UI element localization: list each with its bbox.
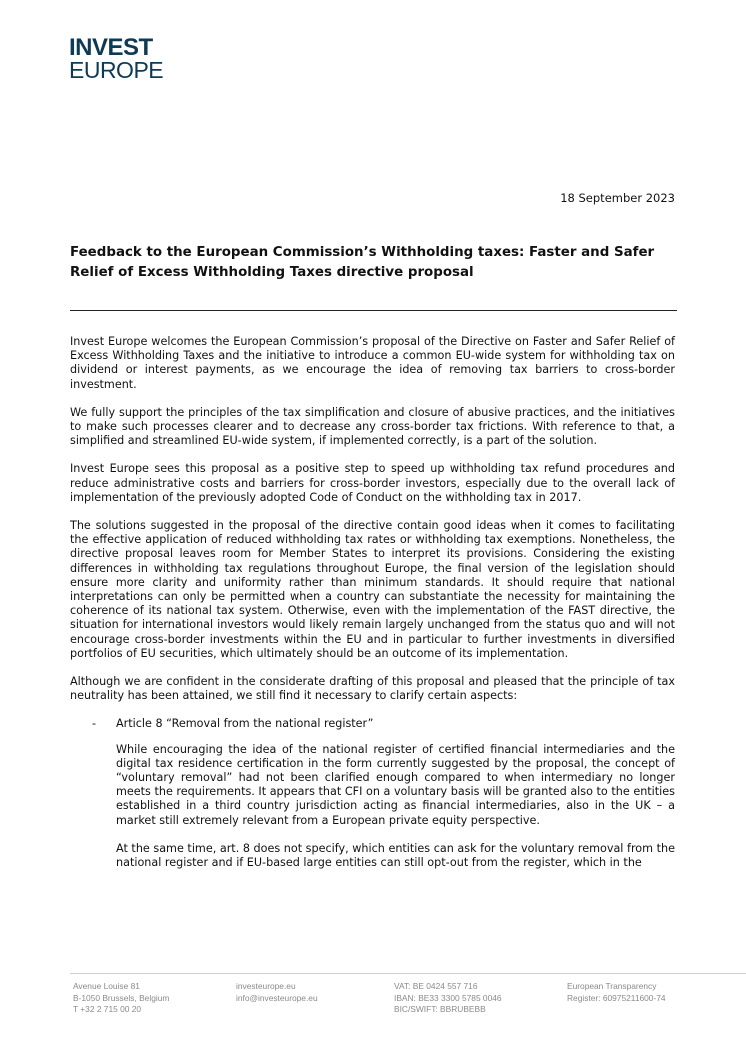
footer-text: B-1050 Brussels, Belgium [73,992,170,1003]
document-title: Feedback to the European Commission’s Withholding taxes: Faster and Safer Relief of Excess Withholding Taxes directive proposal [70,245,655,280]
footer-text: European Transparency [567,981,657,991]
paragraph: Invest Europe sees this proposal as a positive step to speed up withholding tax refund procedures and reduce administrative costs and barriers for cross-border investors, especially due to the overall lack of implementation of the previously adopted Code of Conduct on the withholding tax in 2017. [70,462,675,504]
title-divider [70,310,677,311]
footer-divider [70,973,746,974]
footer-website-link[interactable]: investeurope.eu [236,981,296,991]
footer-address [73,981,169,1016]
list-bullet: - [92,717,97,731]
logo-line-2: EUROPE [69,57,164,83]
invest-europe-logo [69,36,163,82]
document-date: 18 September 2023 [560,191,675,205]
footer-contact [236,981,318,1004]
footer-text: BIC/SWIFT: BBRUBEBB [394,1004,486,1014]
footer-banking [394,981,502,1016]
footer-text: IBAN: BE33 3300 5785 0046 [394,992,502,1003]
paragraph: The solutions suggested in the proposal of the directive contain good ideas when it comes to facilitating the effective application of reduced withholding tax rates or withholding tax exemptions. Nonetheless, the directive proposal leaves room for Member States to interpret its provisions. Considering the existing differences in withholding tax regulations throughout Europe, the final version of the legislation should ensure more clarity and uniformity rather than minimum standards. It should require that national interpretations can only be permitted when a country can substantiate the necessity for maintaining the coherence of its national tax system. Otherwise, even with the implementation of the FAST directive, the situation for international investors would likely remain largely unchanged from the status quo and will not encourage cross-border investments within the EU and in particular to further investments in diversified portfolios of EU securities, which ultimately should be an outcome of its implementation. [70,519,675,660]
paragraph: Invest Europe welcomes the European Commission’s proposal of the Directive on Faster and Safer Relief of Excess Withholding Taxes and the initiative to introduce a common EU-wide system for withholding tax on dividend or interest payments, as we encourage the idea of removing tax barriers to cross-border investment. [70,335,675,391]
logo-line-1: INVEST [69,34,153,61]
document-body [70,335,675,884]
footer-text: Register: 60975211600-74 [567,992,666,1003]
list-item-label: Article 8 “Removal from the national register” [116,717,374,731]
paragraph: We fully support the principles of the tax simplification and closure of abusive practices, and the initiatives to make such processes clearer and to decrease any cross-border tax frictions. With reference to that, a simplified and streamlined EU-wide system, if implemented correctly, is a part of the solution. [70,405,675,448]
footer-register [567,981,666,1004]
footer-text: VAT: BE 0424 557 716 [394,981,478,991]
list-item [70,717,675,731]
footer-text: Avenue Louise 81 [73,981,140,991]
indented-paragraph: At the same time, art. 8 does not specify, which entities can ask for the voluntary removal from the national register and if EU-based large entities can still opt-out from the register, which in the [116,841,675,870]
footer-email-link[interactable]: info@investeurope.eu [236,992,318,1003]
paragraph: Although we are confident in the considerate drafting of this proposal and pleased that the principle of tax neutrality has been attained, we still find it necessary to clarify certain aspects: [70,675,675,703]
footer-phone: T +32 2 715 00 20 [73,1004,142,1014]
indented-paragraph: While encouraging the idea of the national register of certified financial intermediaries and the digital tax residence certification in the form currently suggested by the proposal, the concept of “voluntary removal” had not been clarified enough compared to when intermediary no longer meets the requirements. It appears that CFI on a voluntary basis will be granted also to the entities established in a third country jurisdiction acting as financial intermediaries, also in the UK – a market still extremely relevant from a European private equity perspective. [116,742,675,827]
